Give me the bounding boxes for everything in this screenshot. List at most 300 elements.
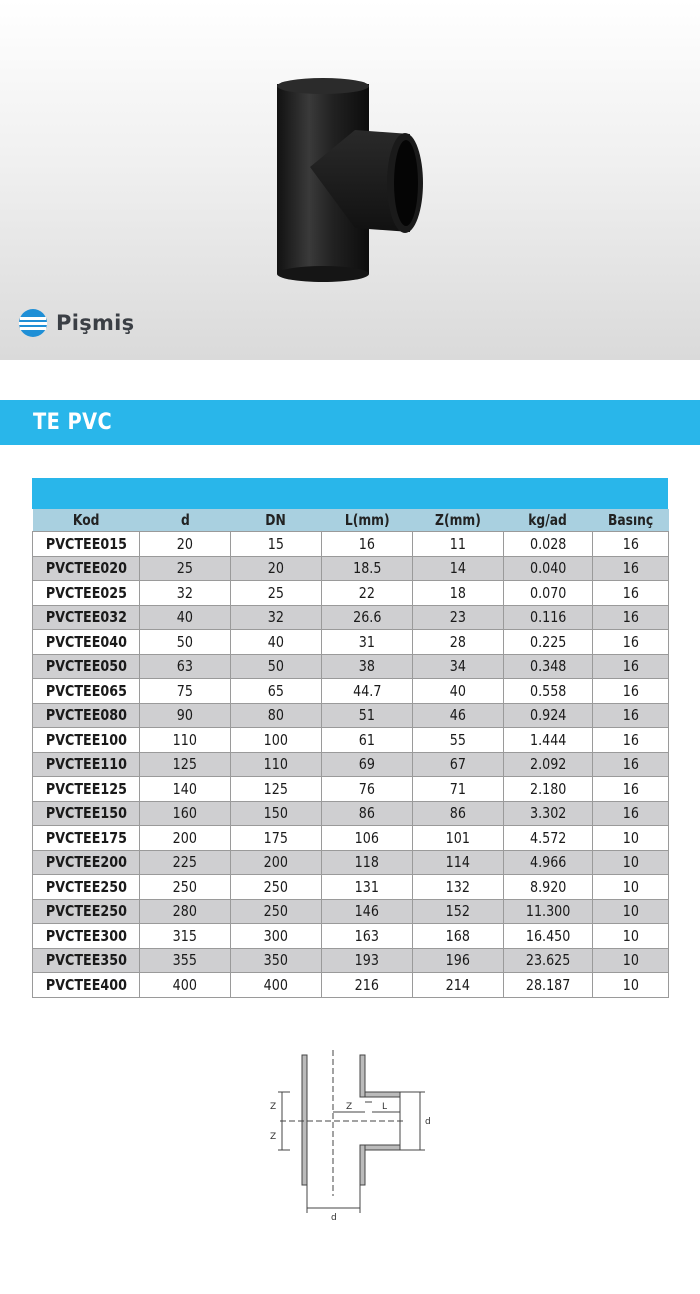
cell-value: 132 bbox=[445, 877, 471, 896]
cell-value: 31 bbox=[358, 632, 376, 651]
cell-value: 16 bbox=[622, 608, 639, 627]
cell-value: 69 bbox=[358, 755, 376, 774]
cell-value: PVCTEE125 bbox=[45, 779, 127, 798]
spec-table-container bbox=[32, 478, 668, 998]
table-cell bbox=[322, 703, 413, 728]
cell-value: 10 bbox=[622, 951, 639, 970]
table-cell bbox=[231, 556, 322, 581]
cell-value: 16.450 bbox=[525, 926, 571, 945]
table-cell bbox=[593, 875, 669, 900]
table-row bbox=[33, 752, 669, 777]
cell-value: 16 bbox=[622, 706, 639, 725]
table-cell bbox=[593, 605, 669, 630]
diagram-label-z-top: Z bbox=[270, 1102, 277, 1112]
table-cell bbox=[231, 703, 322, 728]
product-code-cell bbox=[33, 875, 140, 900]
table-cell bbox=[593, 532, 669, 557]
table-cell bbox=[140, 556, 231, 581]
cell-value: 40 bbox=[176, 608, 194, 627]
spec-table bbox=[32, 509, 669, 998]
table-cell bbox=[231, 581, 322, 606]
cell-value: 160 bbox=[172, 804, 198, 823]
table-row bbox=[33, 899, 669, 924]
cell-value: 2.092 bbox=[529, 755, 567, 774]
table-cell bbox=[413, 850, 504, 875]
table-cell bbox=[504, 630, 593, 655]
column-header-label: L(mm) bbox=[344, 511, 390, 529]
cell-value: 8.920 bbox=[529, 877, 567, 896]
cell-value: 300 bbox=[263, 926, 289, 945]
cell-value: 16 bbox=[622, 681, 639, 700]
cell-value: 0.028 bbox=[529, 534, 567, 553]
column-header-label: Z(mm) bbox=[435, 511, 481, 529]
cell-value: 10 bbox=[622, 975, 639, 994]
table-cell bbox=[322, 581, 413, 606]
table-cell bbox=[322, 924, 413, 949]
table-cell bbox=[231, 654, 322, 679]
cell-value: 163 bbox=[354, 926, 380, 945]
table-cell bbox=[593, 777, 669, 802]
table-cell bbox=[504, 679, 593, 704]
cell-value: PVCTEE032 bbox=[45, 608, 127, 627]
table-cell bbox=[231, 630, 322, 655]
cell-value: 76 bbox=[358, 779, 376, 798]
column-header bbox=[33, 509, 140, 532]
table-cell bbox=[593, 703, 669, 728]
table-cell bbox=[593, 973, 669, 998]
table-row bbox=[33, 556, 669, 581]
cell-value: 28.187 bbox=[525, 975, 571, 994]
cell-value: 175 bbox=[263, 828, 289, 847]
cell-value: 63 bbox=[176, 657, 194, 676]
table-cell bbox=[140, 703, 231, 728]
table-cell bbox=[231, 924, 322, 949]
table-row bbox=[33, 605, 669, 630]
table-cell bbox=[231, 826, 322, 851]
cell-value: 10 bbox=[622, 828, 639, 847]
cell-value: 11.300 bbox=[525, 902, 571, 921]
table-cell bbox=[413, 679, 504, 704]
cell-value: 250 bbox=[263, 877, 289, 896]
cell-value: 315 bbox=[172, 926, 198, 945]
table-cell bbox=[413, 630, 504, 655]
brand-logo bbox=[18, 308, 134, 338]
cell-value: 140 bbox=[172, 779, 198, 798]
table-cell bbox=[322, 875, 413, 900]
cell-value: 75 bbox=[176, 681, 194, 700]
cell-value: 40 bbox=[267, 632, 285, 651]
table-cell bbox=[504, 850, 593, 875]
cell-value: 0.348 bbox=[529, 657, 567, 676]
table-cell bbox=[504, 899, 593, 924]
cell-value: 10 bbox=[622, 926, 639, 945]
cell-value: 100 bbox=[263, 730, 289, 749]
cell-value: 71 bbox=[449, 779, 467, 798]
product-code-cell bbox=[33, 752, 140, 777]
table-cell bbox=[140, 948, 231, 973]
cell-value: 46 bbox=[449, 706, 467, 725]
table-row bbox=[33, 801, 669, 826]
product-code-cell bbox=[33, 948, 140, 973]
table-cell bbox=[413, 728, 504, 753]
product-code-cell bbox=[33, 532, 140, 557]
product-code-cell bbox=[33, 973, 140, 998]
table-cell bbox=[322, 605, 413, 630]
product-code-cell bbox=[33, 924, 140, 949]
table-cell bbox=[231, 973, 322, 998]
cell-value: 200 bbox=[263, 853, 289, 872]
column-header bbox=[322, 509, 413, 532]
cell-value: PVCTEE400 bbox=[45, 975, 127, 994]
table-cell bbox=[231, 605, 322, 630]
table-cell bbox=[322, 948, 413, 973]
table-cell bbox=[140, 630, 231, 655]
table-cell bbox=[504, 556, 593, 581]
cell-value: 28 bbox=[449, 632, 467, 651]
table-cell bbox=[140, 899, 231, 924]
pvc-tee-photo bbox=[260, 72, 440, 287]
column-header-label: Kod bbox=[72, 511, 100, 529]
table-cell bbox=[504, 654, 593, 679]
table-cell bbox=[140, 532, 231, 557]
table-cell bbox=[231, 777, 322, 802]
product-code-cell bbox=[33, 777, 140, 802]
cell-value: 65 bbox=[267, 681, 285, 700]
table-cell bbox=[593, 826, 669, 851]
column-header bbox=[504, 509, 593, 532]
table-cell bbox=[322, 728, 413, 753]
table-cell bbox=[140, 924, 231, 949]
cell-value: 118 bbox=[354, 853, 380, 872]
table-cell bbox=[231, 752, 322, 777]
column-header-label: DN bbox=[265, 511, 287, 529]
table-cell bbox=[231, 679, 322, 704]
cell-value: PVCTEE250 bbox=[45, 877, 127, 896]
table-cell bbox=[140, 679, 231, 704]
table-row bbox=[33, 728, 669, 753]
cell-value: 16 bbox=[622, 632, 639, 651]
table-cell bbox=[593, 801, 669, 826]
cell-value: 16 bbox=[622, 583, 639, 602]
cell-value: 110 bbox=[172, 730, 198, 749]
cell-value: 0.040 bbox=[529, 559, 567, 578]
cell-value: 1.444 bbox=[529, 730, 567, 749]
cell-value: 16 bbox=[622, 779, 639, 798]
table-cell bbox=[504, 777, 593, 802]
table-cell bbox=[413, 654, 504, 679]
table-cell bbox=[413, 752, 504, 777]
cell-value: PVCTEE200 bbox=[45, 853, 127, 872]
cell-value: 125 bbox=[263, 779, 289, 798]
table-cell bbox=[504, 703, 593, 728]
table-cell bbox=[593, 630, 669, 655]
cell-value: 355 bbox=[172, 951, 198, 970]
cell-value: 16 bbox=[622, 730, 639, 749]
table-top-bar bbox=[32, 478, 668, 509]
table-cell bbox=[231, 948, 322, 973]
cell-value: 10 bbox=[622, 853, 639, 872]
table-cell bbox=[504, 728, 593, 753]
table-cell bbox=[413, 703, 504, 728]
table-cell bbox=[413, 826, 504, 851]
cell-value: 86 bbox=[358, 804, 376, 823]
cell-value: 10 bbox=[622, 877, 639, 896]
cell-value: PVCTEE250 bbox=[45, 902, 127, 921]
table-cell bbox=[593, 752, 669, 777]
table-cell bbox=[322, 826, 413, 851]
cell-value: PVCTEE110 bbox=[45, 755, 127, 774]
cell-value: 110 bbox=[263, 755, 289, 774]
cell-value: 18.5 bbox=[352, 559, 382, 578]
table-cell bbox=[593, 581, 669, 606]
table-cell bbox=[413, 924, 504, 949]
product-code-cell bbox=[33, 826, 140, 851]
table-cell bbox=[504, 752, 593, 777]
cell-value: 0.924 bbox=[529, 706, 567, 725]
cell-value: PVCTEE175 bbox=[45, 828, 127, 847]
title-band bbox=[0, 400, 700, 445]
cell-value: 214 bbox=[445, 975, 471, 994]
table-row bbox=[33, 703, 669, 728]
table-cell bbox=[413, 605, 504, 630]
table-cell bbox=[593, 556, 669, 581]
product-code-cell bbox=[33, 703, 140, 728]
table-cell bbox=[593, 899, 669, 924]
diagram-label-d-bottom: d bbox=[331, 1213, 337, 1223]
cell-value: 150 bbox=[263, 804, 289, 823]
table-cell bbox=[140, 752, 231, 777]
table-cell bbox=[413, 875, 504, 900]
table-cell bbox=[322, 899, 413, 924]
cell-value: 20 bbox=[267, 559, 285, 578]
table-cell bbox=[140, 826, 231, 851]
table-cell bbox=[231, 532, 322, 557]
table-row bbox=[33, 532, 669, 557]
cell-value: 14 bbox=[449, 559, 467, 578]
cell-value: PVCTEE065 bbox=[45, 681, 127, 700]
table-cell bbox=[231, 801, 322, 826]
table-cell bbox=[140, 728, 231, 753]
cell-value: 90 bbox=[176, 706, 194, 725]
cell-value: 11 bbox=[449, 534, 467, 553]
cell-value: PVCTEE080 bbox=[45, 706, 127, 725]
table-row bbox=[33, 654, 669, 679]
table-cell bbox=[413, 973, 504, 998]
diagram-label-z-bottom: Z bbox=[270, 1132, 277, 1142]
product-photo-area bbox=[0, 0, 700, 360]
table-cell bbox=[322, 801, 413, 826]
cell-value: 152 bbox=[445, 902, 471, 921]
cell-value: 20 bbox=[176, 534, 194, 553]
cell-value: 200 bbox=[172, 828, 198, 847]
table-cell bbox=[231, 850, 322, 875]
cell-value: 131 bbox=[354, 877, 380, 896]
cell-value: 16 bbox=[622, 755, 639, 774]
cell-value: 50 bbox=[267, 657, 285, 676]
product-code-cell bbox=[33, 605, 140, 630]
cell-value: 146 bbox=[354, 902, 380, 921]
column-header bbox=[593, 509, 669, 532]
table-cell bbox=[593, 728, 669, 753]
cell-value: 22 bbox=[358, 583, 376, 602]
table-cell bbox=[140, 777, 231, 802]
product-code-cell bbox=[33, 654, 140, 679]
table-cell bbox=[322, 752, 413, 777]
table-cell bbox=[322, 777, 413, 802]
cell-value: 55 bbox=[449, 730, 467, 749]
table-cell bbox=[504, 581, 593, 606]
table-cell bbox=[140, 654, 231, 679]
cell-value: 3.302 bbox=[529, 804, 567, 823]
cell-value: 23.625 bbox=[525, 951, 571, 970]
table-cell bbox=[140, 973, 231, 998]
cell-value: 67 bbox=[449, 755, 467, 774]
table-cell bbox=[322, 973, 413, 998]
table-row bbox=[33, 679, 669, 704]
product-code-cell bbox=[33, 556, 140, 581]
column-header-label: Basınç bbox=[607, 511, 654, 529]
cell-value: 0.116 bbox=[529, 608, 567, 627]
product-code-cell bbox=[33, 581, 140, 606]
cell-value: 32 bbox=[176, 583, 194, 602]
cell-value: 168 bbox=[445, 926, 471, 945]
cell-value: PVCTEE020 bbox=[45, 559, 127, 578]
table-cell bbox=[322, 556, 413, 581]
diagram-label-z-branch: Z bbox=[346, 1102, 353, 1112]
brand-name: Pişmiş bbox=[56, 311, 135, 335]
cell-value: 16 bbox=[622, 804, 639, 823]
cell-value: PVCTEE300 bbox=[45, 926, 127, 945]
table-cell bbox=[322, 532, 413, 557]
table-cell bbox=[413, 581, 504, 606]
cell-value: 114 bbox=[445, 853, 471, 872]
cell-value: 38 bbox=[358, 657, 376, 676]
table-cell bbox=[322, 654, 413, 679]
cell-value: 4.572 bbox=[529, 828, 567, 847]
cell-value: 2.180 bbox=[529, 779, 567, 798]
table-cell bbox=[504, 532, 593, 557]
cell-value: 350 bbox=[263, 951, 289, 970]
cell-value: PVCTEE150 bbox=[45, 804, 127, 823]
cell-value: 0.558 bbox=[529, 681, 567, 700]
table-cell bbox=[413, 899, 504, 924]
cell-value: 16 bbox=[622, 534, 639, 553]
table-cell bbox=[140, 801, 231, 826]
product-code-cell bbox=[33, 630, 140, 655]
table-cell bbox=[322, 630, 413, 655]
table-cell bbox=[413, 556, 504, 581]
table-cell bbox=[593, 654, 669, 679]
cell-value: 250 bbox=[263, 902, 289, 921]
cell-value: 0.070 bbox=[529, 583, 567, 602]
table-header-row bbox=[33, 509, 669, 532]
cell-value: 125 bbox=[172, 755, 198, 774]
table-row bbox=[33, 948, 669, 973]
column-header bbox=[413, 509, 504, 532]
cell-value: 61 bbox=[358, 730, 376, 749]
page-title: TE PVC bbox=[33, 410, 113, 435]
table-cell bbox=[593, 679, 669, 704]
cell-value: 26.6 bbox=[352, 608, 382, 627]
cell-value: PVCTEE025 bbox=[45, 583, 127, 602]
table-row bbox=[33, 875, 669, 900]
cell-value: 15 bbox=[267, 534, 285, 553]
cell-value: 18 bbox=[449, 583, 467, 602]
table-cell bbox=[504, 801, 593, 826]
cell-value: 86 bbox=[449, 804, 467, 823]
cell-value: 196 bbox=[445, 951, 471, 970]
cell-value: PVCTEE040 bbox=[45, 632, 127, 651]
diagram-label-l: L bbox=[382, 1102, 388, 1112]
table-row bbox=[33, 850, 669, 875]
table-cell bbox=[504, 826, 593, 851]
table-cell bbox=[413, 948, 504, 973]
column-header-label: kg/ad bbox=[528, 511, 568, 529]
brand-logo-icon bbox=[18, 308, 48, 338]
product-code-cell bbox=[33, 679, 140, 704]
table-cell bbox=[140, 875, 231, 900]
cell-value: 400 bbox=[263, 975, 289, 994]
column-header-label: d bbox=[180, 511, 190, 529]
product-code-cell bbox=[33, 728, 140, 753]
product-code-cell bbox=[33, 801, 140, 826]
table-cell bbox=[504, 973, 593, 998]
product-code-cell bbox=[33, 850, 140, 875]
cell-value: PVCTEE015 bbox=[45, 534, 127, 553]
cell-value: 4.966 bbox=[529, 853, 567, 872]
cell-value: 280 bbox=[172, 902, 198, 921]
table-cell bbox=[413, 532, 504, 557]
cell-value: 32 bbox=[267, 608, 285, 627]
cell-value: 16 bbox=[622, 559, 639, 578]
diagram-label-d-right: d bbox=[425, 1117, 431, 1127]
table-cell bbox=[593, 924, 669, 949]
column-header bbox=[231, 509, 322, 532]
cell-value: PVCTEE350 bbox=[45, 951, 127, 970]
cell-value: 216 bbox=[354, 975, 380, 994]
cell-value: PVCTEE050 bbox=[45, 657, 127, 676]
cell-value: PVCTEE100 bbox=[45, 730, 127, 749]
cell-value: 50 bbox=[176, 632, 194, 651]
table-cell bbox=[504, 924, 593, 949]
cell-value: 51 bbox=[358, 706, 376, 725]
table-cell bbox=[231, 728, 322, 753]
table-cell bbox=[140, 605, 231, 630]
table-row bbox=[33, 630, 669, 655]
table-row bbox=[33, 777, 669, 802]
cell-value: 0.225 bbox=[529, 632, 567, 651]
cell-value: 400 bbox=[172, 975, 198, 994]
cell-value: 10 bbox=[622, 902, 639, 921]
table-row bbox=[33, 826, 669, 851]
cell-value: 16 bbox=[358, 534, 376, 553]
cell-value: 40 bbox=[449, 681, 467, 700]
table-cell bbox=[504, 605, 593, 630]
cell-value: 101 bbox=[445, 828, 471, 847]
table-cell bbox=[322, 679, 413, 704]
table-cell bbox=[231, 899, 322, 924]
cell-value: 23 bbox=[449, 608, 467, 627]
table-row bbox=[33, 973, 669, 998]
cell-value: 80 bbox=[267, 706, 285, 725]
cell-value: 16 bbox=[622, 657, 639, 676]
cell-value: 25 bbox=[267, 583, 285, 602]
table-cell bbox=[413, 801, 504, 826]
table-cell bbox=[140, 850, 231, 875]
table-cell bbox=[140, 581, 231, 606]
cell-value: 250 bbox=[172, 877, 198, 896]
table-cell bbox=[504, 875, 593, 900]
